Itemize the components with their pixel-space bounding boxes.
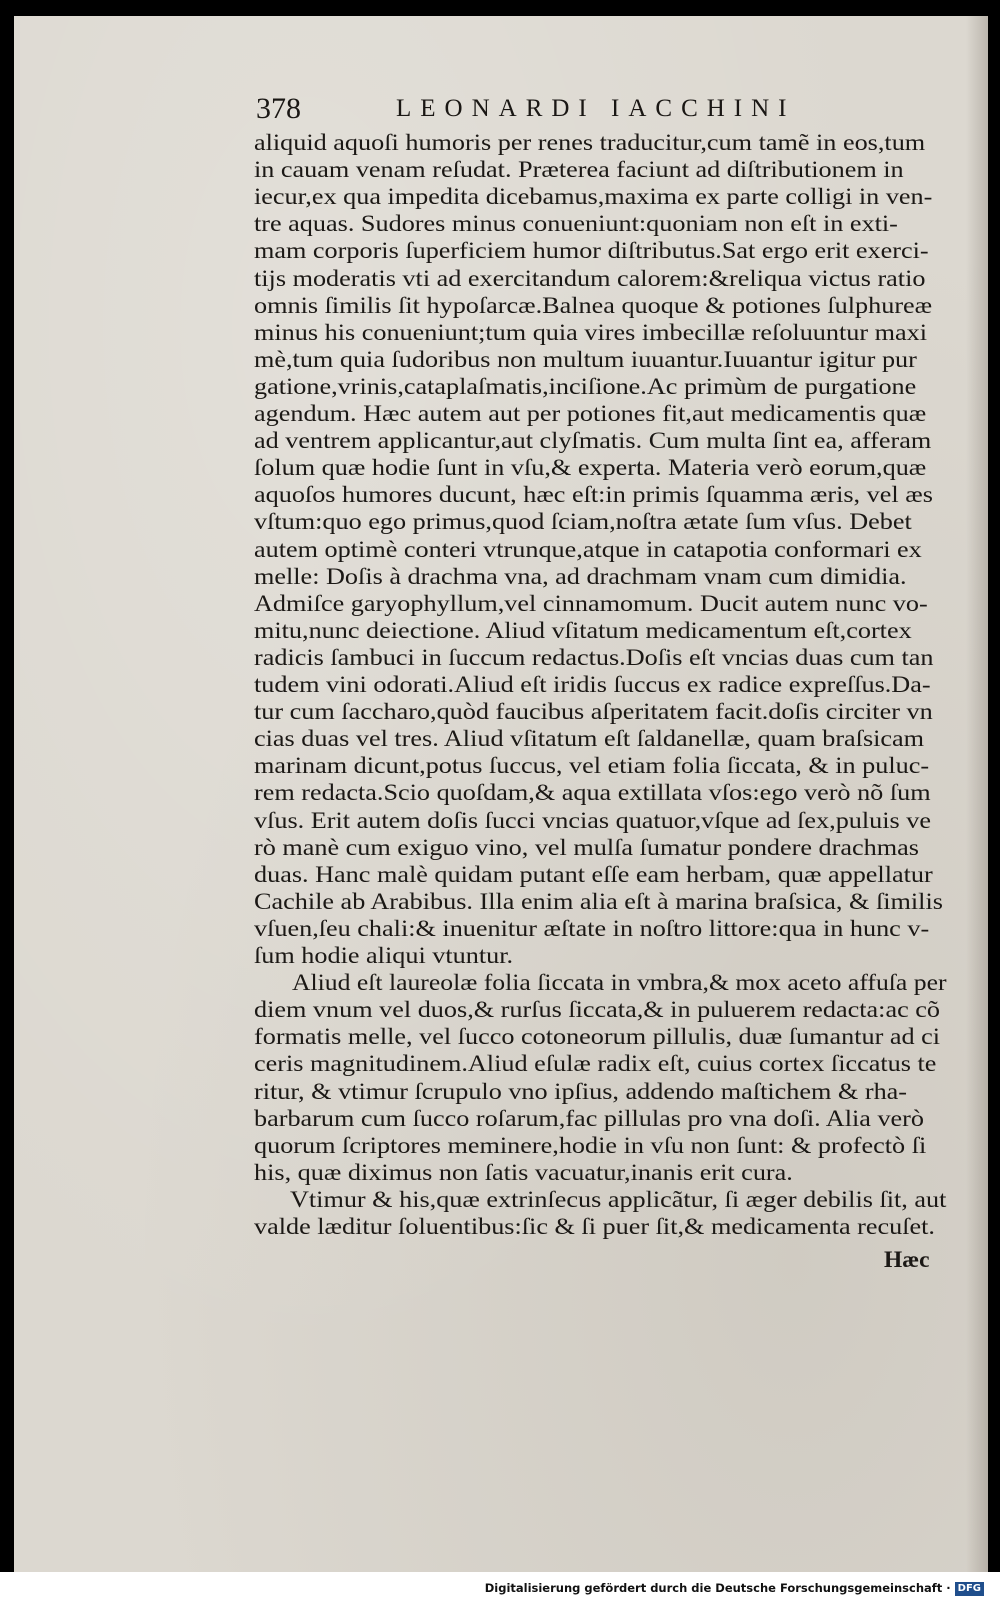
text-line: Aliud eſt laureolæ folia ſiccata in vmbra,& mox aceto affuſa per xyxy=(292,970,947,997)
text-line: duas. Hanc malè quidam putant eſſe eam herbam, quæ appellatur xyxy=(254,861,933,888)
text-line: tre aquas. Sudores minus conueniunt:quoniam non eſt in exti- xyxy=(254,211,898,238)
text-line: rem redacta.Scio quoſdam,& aqua extillata vſos:ego verò nõ ſum xyxy=(254,780,931,807)
text-line: ſolum quæ hodie ſunt in vſu,& experta. Materia verò eorum,quæ xyxy=(254,455,927,482)
text-line: formatis melle, vel ſucco cotoneorum pillulis, duæ ſumantur ad ci xyxy=(254,1024,941,1051)
text-line: marinam dicunt,potus ſuccus, vel etiam folia ſiccata, & in puluc- xyxy=(254,753,930,780)
dfg-logo: DFG xyxy=(955,1582,984,1596)
running-title: LEONARDI IACCHINI xyxy=(396,95,796,122)
page-number: 378 xyxy=(256,92,301,125)
text-line: gatione,vrinis,cataplaſmatis,inciſione.Ac primùm de purgatione xyxy=(254,373,917,400)
text-line: valde læditur ſoluentibus:ſic & ſi puer ſit,& medicamenta recuſet. xyxy=(254,1214,935,1240)
digitization-credit xyxy=(485,1578,984,1598)
text-line: ceris magnitudinem.Aliud eſulæ radix eſt, cuius cortex ſiccatus te xyxy=(254,1051,937,1078)
text-line: autem optimè conteri vtrunque,atque in catapotia conformari ex xyxy=(254,536,922,563)
text-line: his, quæ diximus non ſatis vacuatur,inanis erit cura. xyxy=(254,1159,793,1186)
text-line: Admiſce garyophyllum,vel cinnamomum. Ducit autem nunc vo- xyxy=(254,590,928,617)
text-line: mitu,nunc deiectione. Aliud vſitatum medicamentum eſt,cortex xyxy=(254,617,912,644)
text-line: tur cum ſaccharo,quòd faucibus aſperitatem facit.doſis circiter vn xyxy=(254,699,933,726)
text-line: vſuen,ſeu chali:& inuenitur æſtate in noſtro littore:qua in hunc v- xyxy=(254,915,930,942)
text-line: aliquid aquoſi humoris per renes traducitur,cum tamẽ in eos,tum xyxy=(254,130,926,156)
text-line: ad ventrem applicantur,aut clyſmatis. Cum multa ſint ea, afferam xyxy=(254,428,932,455)
text-line: agendum. Hæc autem aut per potiones fit,aut medicamentis quæ xyxy=(254,401,927,427)
text-line: ritur, & vtimur ſcrupulo vno ipſius, addendo maſtichem & rha- xyxy=(254,1078,908,1105)
text-line: tijs moderatis vti ad exercitandum calorem:&reliqua victus ratio xyxy=(254,265,926,292)
text-line: diem vnum vel duos,& rurſus ſiccata,& in puluerem redacta:ac cõ xyxy=(254,997,940,1024)
text-line: rò manè cum exiguo vino, vel mulſa ſumatur pondere drachmas xyxy=(254,834,919,861)
credit-text: Digitalisierung gefördert durch die Deutsche Forschungsgemeinschaft · xyxy=(484,1581,951,1595)
page-header xyxy=(256,89,956,129)
page-edge-shadow xyxy=(966,16,988,1572)
text-line: mè,tum quia ſudoribus non multum iuuantur.Iuuantur igitur pur xyxy=(254,346,917,373)
text-line: vſus. Erit autem doſis ſucci vncias quatuor,vſque ad ſex,puluis ve xyxy=(254,807,932,834)
text-line: melle: Doſis à drachma vna, ad drachmam vnam cum dimidia. xyxy=(254,563,907,590)
text-line: Vtimur & his,quæ extrinſecus applicãtur, ſi æger debilis ſit, aut xyxy=(290,1186,947,1213)
text-line: vſtum:quo ego primus,quod ſciam,noſtra ætate ſum vſus. Debet xyxy=(254,509,912,536)
text-line: barbarum cum ſucco roſarum,fac pillulas pro vna doſi. Alia verò xyxy=(254,1105,925,1132)
text-line: cias duas vel tres. Aliud vſitatum eſt ſaldanellæ, quam braſsicam xyxy=(254,726,925,753)
text-line: tudem vini odorati.Aliud eſt iridis ſuccus ex radice expreſſus.Da- xyxy=(254,672,931,698)
text-line: quorum ſcriptores meminere,hodie in vſu non ſunt: & profectò ſi xyxy=(254,1132,927,1159)
catchword: Hæc xyxy=(884,1247,930,1274)
footer-band xyxy=(0,1572,1000,1603)
text-line: iecur,ex qua impedita dicebamus,maxima ex parte colligi in ven- xyxy=(254,184,933,211)
text-line: minus his conueniunt;tum quia vires imbecillæ reſoluuntur maxi xyxy=(254,319,928,346)
text-line: aquoſos humores ducunt, hæc eſt:in primis ſquamma æris, vel æs xyxy=(254,482,933,509)
text-line: Cachile ab Arabibus. Illa enim alia eſt à marina braſsica, & ſimilis xyxy=(254,888,943,915)
text-line: radicis ſambuci in ſuccum redactus.Doſis eſt vncias duas cum tan xyxy=(254,644,934,671)
text-line: mam corporis ſuperficiem humor diſtributus.Sat ergo erit exerci- xyxy=(254,238,929,265)
text-line: omnis ſimilis ſit hypoſarcæ.Balnea quoque & potiones ſulphureæ xyxy=(254,292,933,319)
text-line: ſum hodie aliqui vtuntur. xyxy=(254,943,514,969)
text-line: in cauam venam reſudat. Præterea faciunt ad diſtributionem in xyxy=(254,157,904,184)
